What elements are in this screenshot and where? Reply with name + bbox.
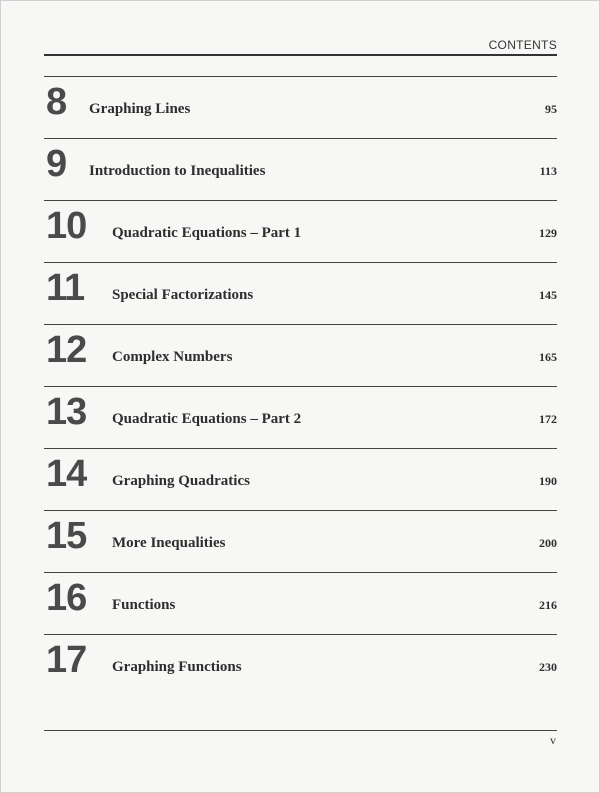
chapter-page-number: 113	[539, 164, 557, 178]
chapter-page-number: 172	[539, 412, 557, 426]
chapter-title: Special Factorizations	[112, 287, 254, 303]
chapter-page-number: 216	[539, 598, 557, 612]
footer-page-number: v	[550, 733, 556, 747]
chapter-page-number: 200	[539, 536, 557, 550]
chapter-page-number: 95	[545, 102, 557, 116]
chapter-number: 12	[46, 329, 87, 371]
chapter-number: 8	[46, 81, 67, 123]
chapter-title: More Inequalities	[112, 535, 226, 551]
chapter-page-number: 145	[539, 288, 557, 302]
toc-entry-chapter-11[interactable]	[44, 262, 557, 324]
chapter-number: 17	[46, 639, 87, 681]
chapter-title: Graphing Lines	[89, 101, 191, 117]
chapter-number: 10	[46, 205, 87, 247]
chapter-title: Functions	[112, 597, 176, 613]
chapter-page-number: 129	[539, 226, 557, 240]
chapter-title: Complex Numbers	[112, 349, 233, 365]
toc-entry-chapter-12[interactable]	[44, 324, 557, 386]
chapter-number: 9	[46, 143, 67, 185]
chapter-page-number: 190	[539, 474, 557, 488]
toc-entry-chapter-9[interactable]	[44, 138, 557, 200]
chapter-number: 13	[46, 391, 87, 433]
chapter-title: Introduction to Inequalities	[89, 163, 266, 179]
toc-entry-chapter-13[interactable]	[44, 386, 557, 448]
header-rule	[44, 54, 557, 56]
toc-entry-chapter-17[interactable]	[44, 634, 557, 696]
toc-entry-chapter-15[interactable]	[44, 510, 557, 572]
toc-entry-chapter-8[interactable]	[44, 76, 557, 138]
chapter-title: Graphing Functions	[112, 659, 242, 675]
chapter-page-number: 165	[539, 350, 557, 364]
chapter-number: 14	[46, 453, 87, 495]
chapter-title: Quadratic Equations – Part 1	[112, 225, 302, 241]
toc-entry-chapter-10[interactable]	[44, 200, 557, 262]
table-of-contents	[44, 76, 557, 696]
page-header-label: CONTENTS	[488, 38, 557, 52]
chapter-number: 11	[46, 267, 85, 309]
chapter-number: 15	[46, 515, 87, 557]
toc-entry-chapter-14[interactable]	[44, 448, 557, 510]
chapter-number: 16	[46, 577, 87, 619]
chapter-page-number: 230	[539, 660, 557, 674]
chapter-title: Quadratic Equations – Part 2	[112, 411, 302, 427]
toc-entry-chapter-16[interactable]	[44, 572, 557, 634]
footer-rule	[44, 730, 557, 731]
chapter-title: Graphing Quadratics	[112, 473, 250, 489]
